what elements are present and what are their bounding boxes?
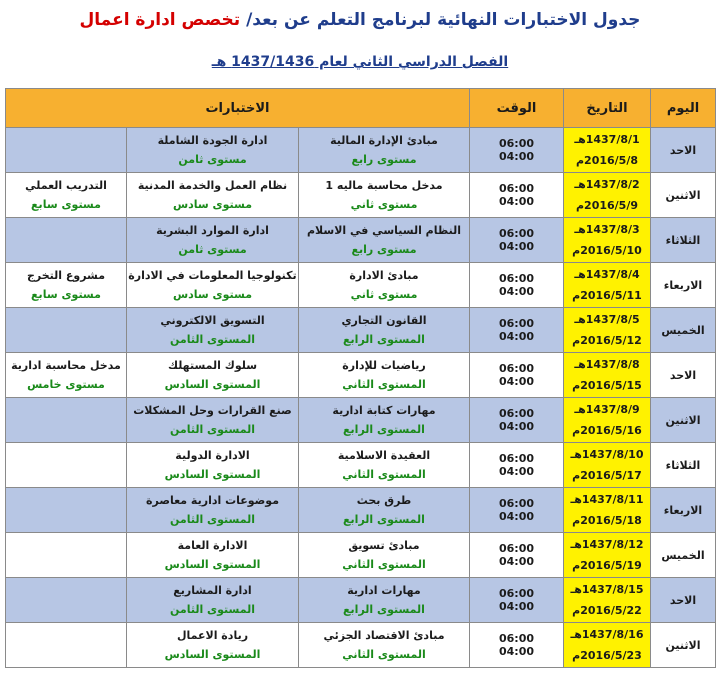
exam-cell-2: [127, 218, 299, 263]
course-level: مستوى ثاني: [350, 288, 418, 301]
exam-cell-2: [127, 308, 299, 353]
header-date: التاريخ: [564, 89, 651, 128]
hijri-date: 1437/8/10هـ: [570, 448, 644, 461]
hijri-date: 1437/8/4هـ: [574, 268, 640, 281]
table-row: [6, 623, 716, 668]
day-cell: الاحد: [651, 353, 716, 398]
time-cell: [470, 398, 564, 443]
course-name: مبادئ الادارة: [349, 269, 419, 282]
date-cell: [564, 398, 651, 443]
exam-cell-3: [6, 218, 127, 263]
time-cell: [470, 533, 564, 578]
exam-cell-3: [6, 173, 127, 218]
exam-cell-1: [299, 308, 470, 353]
course-level: المستوى الرابع: [343, 603, 425, 616]
exam-cell-2: [127, 443, 299, 488]
time-start: 04:00: [498, 375, 534, 388]
hijri-date: 1437/8/5هـ: [574, 313, 640, 326]
exam-cell-3: [6, 623, 127, 668]
date-cell: [564, 443, 651, 488]
hijri-date: 1437/8/12هـ: [570, 538, 644, 551]
course-name: طرق بحث: [356, 494, 412, 507]
time-cell: [470, 173, 564, 218]
time-end: 06:00: [498, 542, 534, 555]
day-cell: الاثنين: [651, 398, 716, 443]
table-row: [6, 488, 716, 533]
day-cell: الاحد: [651, 578, 716, 623]
course-level: المستوى السادس: [164, 468, 261, 481]
time-cell: [470, 218, 564, 263]
time-start: 04:00: [498, 285, 534, 298]
exam-cell-2: [127, 623, 299, 668]
course-name: الادارة الدولية: [175, 449, 250, 462]
table-row: [6, 443, 716, 488]
course-level: مستوى سادس: [172, 288, 253, 301]
date-cell: [564, 623, 651, 668]
gregorian-date: 2016/5/23م: [572, 649, 642, 662]
exam-cell-1: [299, 443, 470, 488]
time-end: 06:00: [498, 497, 534, 510]
day-cell: الاربعاء: [651, 263, 716, 308]
time-end: 06:00: [498, 272, 534, 285]
exam-cell-3: [6, 353, 127, 398]
gregorian-date: 2016/5/9م: [575, 199, 639, 212]
course-level: المستوى الثامن: [170, 333, 255, 346]
time-start: 04:00: [498, 555, 534, 568]
time-end: 06:00: [498, 362, 534, 375]
exam-cell-2: [127, 173, 299, 218]
course-level: المستوى السادس: [164, 648, 261, 661]
gregorian-date: 2016/5/8م: [575, 154, 639, 167]
exam-cell-1: [299, 623, 470, 668]
table-row: [6, 218, 716, 263]
time-end: 06:00: [498, 317, 534, 330]
exam-cell-1: [299, 578, 470, 623]
gregorian-date: 2016/5/19م: [572, 559, 642, 572]
page-subtitle: الفصل الدراسي الثاني لعام 1437/1436 هـ: [211, 54, 509, 70]
hijri-date: 1437/8/8هـ: [574, 358, 640, 371]
header-day: اليوم: [651, 89, 716, 128]
course-level: المستوى الثامن: [170, 603, 255, 616]
exam-cell-3: [6, 398, 127, 443]
course-name: مدخل محاسبة ادارية: [11, 359, 121, 372]
table-row: [6, 263, 716, 308]
exam-cell-1: [299, 173, 470, 218]
page-title: [0, 8, 720, 32]
gregorian-date: 2016/5/22م: [572, 604, 642, 617]
course-name: ادارة المشاريع: [173, 584, 252, 597]
course-level: المستوى السادس: [164, 378, 261, 391]
course-name: التدريب العملي: [25, 179, 107, 192]
course-name: العقيدة الاسلامية: [337, 449, 431, 462]
day-cell: الخميس: [651, 533, 716, 578]
exam-cell-3: [6, 308, 127, 353]
course-level: المستوى الثاني: [342, 468, 426, 481]
course-name: مبادئ الاقتصاد الجزئي: [323, 629, 445, 642]
course-level: مستوى خامس: [27, 378, 105, 391]
time-start: 04:00: [498, 600, 534, 613]
header-exams: الاختبارات: [6, 89, 470, 128]
gregorian-date: 2016/5/10م: [572, 244, 642, 257]
exam-cell-2: [127, 578, 299, 623]
course-level: المستوى الثامن: [170, 423, 255, 436]
time-start: 04:00: [498, 465, 534, 478]
title-main: جدول الاختبارات النهائية لبرنامج التعلم عن بعد/: [246, 10, 641, 30]
hijri-date: 1437/8/1هـ: [574, 133, 640, 146]
time-cell: [470, 128, 564, 173]
table-header-row: [6, 89, 716, 128]
hijri-date: 1437/8/16هـ: [570, 628, 644, 641]
day-cell: الاثنين: [651, 623, 716, 668]
course-level: مستوى ثامن: [178, 243, 247, 256]
time-cell: [470, 488, 564, 533]
time-start: 04:00: [498, 150, 534, 163]
exam-cell-1: [299, 488, 470, 533]
course-name: التسويق الالكتروني: [160, 314, 265, 327]
course-name: مبادئ الإدارة المالية: [330, 134, 438, 147]
course-level: مستوى رابع: [351, 243, 417, 256]
time-end: 06:00: [498, 452, 534, 465]
date-cell: [564, 263, 651, 308]
hijri-date: 1437/8/2هـ: [574, 178, 640, 191]
day-cell: الثلاثاء: [651, 443, 716, 488]
time-start: 04:00: [498, 510, 534, 523]
course-level: مستوى سادس: [172, 198, 253, 211]
course-name: نظام العمل والخدمة المدنية: [137, 179, 288, 192]
time-start: 04:00: [498, 195, 534, 208]
time-cell: [470, 263, 564, 308]
exam-cell-3: [6, 128, 127, 173]
course-name: صنع القرارات وحل المشكلات: [133, 404, 292, 417]
course-level: المستوى السادس: [164, 558, 261, 571]
time-cell: [470, 623, 564, 668]
gregorian-date: 2016/5/12م: [572, 334, 642, 347]
header-time: الوقت: [470, 89, 564, 128]
course-name: موضوعات ادارية معاصرة: [145, 494, 280, 507]
table-row: [6, 533, 716, 578]
exam-cell-3: [6, 533, 127, 578]
hijri-date: 1437/8/11هـ: [570, 493, 644, 506]
course-level: مستوى ثاني: [350, 198, 418, 211]
exam-cell-2: [127, 353, 299, 398]
course-level: مستوى ثامن: [178, 153, 247, 166]
time-cell: [470, 353, 564, 398]
exam-cell-3: [6, 263, 127, 308]
day-cell: الثلاثاء: [651, 218, 716, 263]
exam-cell-3: [6, 443, 127, 488]
exam-cell-2: [127, 128, 299, 173]
table-row: [6, 578, 716, 623]
exam-cell-2: [127, 533, 299, 578]
exam-cell-1: [299, 263, 470, 308]
exam-cell-1: [299, 353, 470, 398]
course-name: القانون التجاري: [341, 314, 427, 327]
date-cell: [564, 308, 651, 353]
course-level: المستوى الرابع: [343, 333, 425, 346]
course-name: رياضيات للإدارة: [342, 359, 426, 372]
time-start: 04:00: [498, 420, 534, 433]
exam-cell-1: [299, 218, 470, 263]
gregorian-date: 2016/5/11م: [572, 289, 642, 302]
hijri-date: 1437/8/3هـ: [574, 223, 640, 236]
day-cell: الاربعاء: [651, 488, 716, 533]
course-level: مستوى سابع: [31, 198, 101, 211]
time-end: 06:00: [498, 632, 534, 645]
day-cell: الخميس: [651, 308, 716, 353]
course-name: مشروع التخرج: [26, 269, 106, 282]
time-end: 06:00: [498, 182, 534, 195]
exam-cell-2: [127, 263, 299, 308]
course-name: سلوك المستهلك: [167, 359, 258, 372]
course-level: المستوى الرابع: [343, 513, 425, 526]
exam-cell-1: [299, 533, 470, 578]
exam-schedule-table: [5, 88, 716, 668]
table-row: [6, 353, 716, 398]
course-name: مبادئ تسويق: [348, 539, 420, 552]
table-row: [6, 128, 716, 173]
table-row: [6, 173, 716, 218]
gregorian-date: 2016/5/18م: [572, 514, 642, 527]
time-end: 06:00: [498, 137, 534, 150]
hijri-date: 1437/8/15هـ: [570, 583, 644, 596]
exam-cell-1: [299, 398, 470, 443]
time-start: 04:00: [498, 240, 534, 253]
course-name: النظام السياسي في الاسلام: [307, 224, 461, 237]
table-row: [6, 308, 716, 353]
exam-cell-3: [6, 488, 127, 533]
time-start: 04:00: [498, 645, 534, 658]
course-name: تكنولوجيا المعلومات في الادارة: [128, 269, 297, 282]
course-name: الادارة العامة: [177, 539, 248, 552]
day-cell: الاحد: [651, 128, 716, 173]
exam-cell-2: [127, 398, 299, 443]
course-name: ادارة الموارد البشرية: [156, 224, 269, 237]
exam-cell-2: [127, 488, 299, 533]
course-level: مستوى سابع: [31, 288, 101, 301]
time-cell: [470, 308, 564, 353]
date-cell: [564, 578, 651, 623]
course-name: ريادة الاعمال: [176, 629, 249, 642]
time-cell: [470, 443, 564, 488]
gregorian-date: 2016/5/15م: [572, 379, 642, 392]
gregorian-date: 2016/5/16م: [572, 424, 642, 437]
time-end: 06:00: [498, 407, 534, 420]
date-cell: [564, 128, 651, 173]
date-cell: [564, 533, 651, 578]
course-level: المستوى الثامن: [170, 513, 255, 526]
course-level: المستوى الثاني: [342, 648, 426, 661]
date-cell: [564, 488, 651, 533]
date-cell: [564, 173, 651, 218]
course-name: مهارات كتابة ادارية: [332, 404, 436, 417]
hijri-date: 1437/8/9هـ: [574, 403, 640, 416]
time-start: 04:00: [498, 330, 534, 343]
course-level: مستوى رابع: [351, 153, 417, 166]
course-level: المستوى الثاني: [342, 378, 426, 391]
course-name: مدخل محاسبة ماليه 1: [325, 179, 443, 192]
course-name: مهارات ادارية: [347, 584, 421, 597]
course-name: ادارة الجودة الشاملة: [157, 134, 268, 147]
title-specialization: تخصص ادارة اعمال: [79, 10, 247, 30]
time-end: 06:00: [498, 227, 534, 240]
course-level: المستوى الثاني: [342, 558, 426, 571]
exam-cell-3: [6, 578, 127, 623]
exam-cell-1: [299, 128, 470, 173]
course-level: المستوى الرابع: [343, 423, 425, 436]
time-cell: [470, 578, 564, 623]
gregorian-date: 2016/5/17م: [572, 469, 642, 482]
day-cell: الاثنين: [651, 173, 716, 218]
date-cell: [564, 218, 651, 263]
time-end: 06:00: [498, 587, 534, 600]
date-cell: [564, 353, 651, 398]
table-row: [6, 398, 716, 443]
